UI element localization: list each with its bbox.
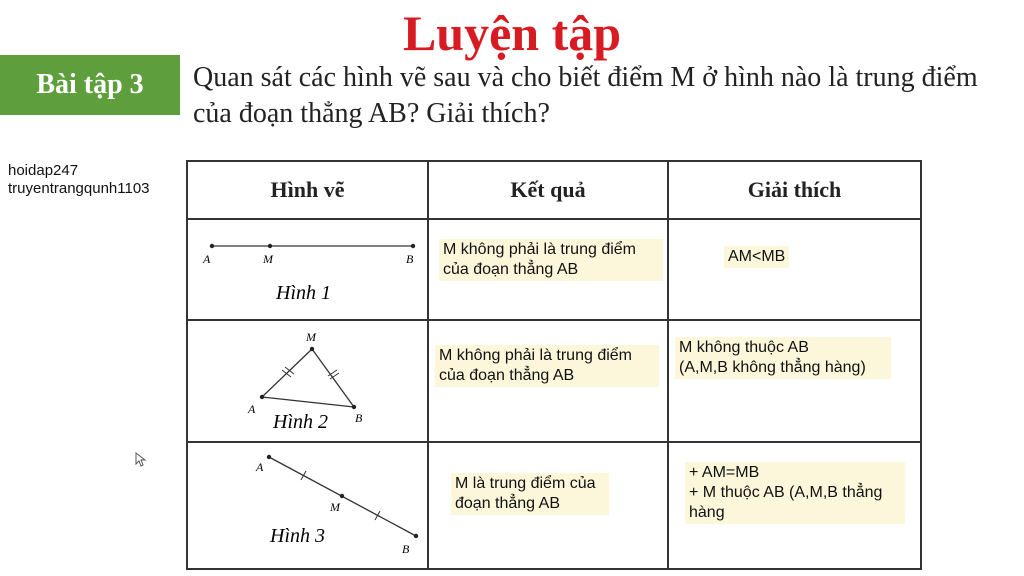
- result-line: M không phải là trung điểm: [443, 241, 636, 258]
- result-line: M không phải là trung điểm: [439, 347, 632, 364]
- tick-mark: [375, 511, 380, 520]
- figure-1-diagram: [188, 220, 428, 319]
- explanation-note: [675, 337, 891, 379]
- explanation-note: [724, 246, 789, 268]
- point-a: [210, 244, 214, 248]
- explanation-cell: [668, 219, 921, 320]
- header-explanation: Giải thích: [668, 161, 921, 219]
- point-a: [260, 395, 264, 399]
- point-b: [414, 534, 418, 538]
- question-text: Quan sát các hình vẽ sau và cho biết điểm M ở hình nào là trung điểm của đoạn thẳng AB? Giải thích?: [193, 62, 978, 129]
- figure-cell: [187, 219, 428, 320]
- result-note: [435, 345, 659, 387]
- result-line: đoạn thẳng AB: [455, 495, 560, 512]
- explanation-line: + M thuộc AB (A,M,B thẳng: [689, 484, 883, 501]
- result-note: [439, 239, 663, 281]
- label-a: A: [248, 402, 256, 416]
- point-b: [411, 244, 415, 248]
- explanation-line: + AM=MB: [689, 464, 760, 481]
- result-line: của đoạn thẳng AB: [439, 367, 575, 384]
- mouse-cursor-icon: [135, 452, 147, 468]
- tick-mark: [301, 471, 306, 480]
- label-a: A: [203, 252, 211, 266]
- figure-caption: Hình 2: [273, 411, 328, 433]
- point-m: [310, 347, 314, 351]
- label-b: B: [406, 252, 414, 266]
- table-row: [187, 320, 921, 442]
- table-row: [187, 219, 921, 320]
- label-m: M: [330, 500, 340, 514]
- label-m: M: [263, 252, 273, 266]
- explanation-line: AM<MB: [728, 248, 786, 265]
- watermark-line: truyentrangqunh1103: [8, 180, 150, 197]
- label-a: A: [256, 460, 264, 474]
- explanation-note: [685, 462, 905, 524]
- watermark: [8, 162, 180, 200]
- segment-mb: [312, 349, 354, 407]
- figure-caption: Hình 1: [276, 282, 331, 304]
- label-b: B: [402, 542, 410, 556]
- explanation-line: hàng: [689, 504, 725, 521]
- result-line: của đoạn thẳng AB: [443, 261, 579, 278]
- figure-3-diagram: [188, 443, 428, 568]
- figure-caption: Hình 3: [270, 525, 325, 547]
- figure-2-diagram: [188, 321, 428, 441]
- point-m: [340, 494, 344, 498]
- table-header-row: [187, 161, 921, 219]
- result-cell: [428, 219, 668, 320]
- watermark-line: hoidap247: [8, 162, 79, 179]
- header-figure: Hình vẽ: [187, 161, 428, 219]
- table-row: [187, 442, 921, 569]
- segment-am: [262, 349, 312, 397]
- point-b: [352, 405, 356, 409]
- segment-ab: [262, 397, 354, 407]
- header-result: Kết quả: [428, 161, 668, 219]
- result-note: [451, 473, 609, 515]
- explanation-cell: [668, 320, 921, 442]
- result-line: M là trung điểm của: [455, 475, 596, 492]
- exercise-table: [186, 160, 922, 570]
- point-m: [268, 244, 272, 248]
- exercise-badge: Bài tập 3: [0, 55, 180, 115]
- page-title: Luyện tập: [402, 5, 622, 61]
- point-a: [267, 455, 271, 459]
- explanation-line: (A,M,B không thẳng hàng): [679, 359, 866, 376]
- result-cell: [428, 320, 668, 442]
- figure-cell: [187, 442, 428, 569]
- result-cell: [428, 442, 668, 569]
- explanation-cell: [668, 442, 921, 569]
- figure-cell: [187, 320, 428, 442]
- label-m: M: [306, 330, 316, 344]
- explanation-line: M không thuộc AB: [679, 339, 809, 356]
- label-b: B: [355, 411, 363, 425]
